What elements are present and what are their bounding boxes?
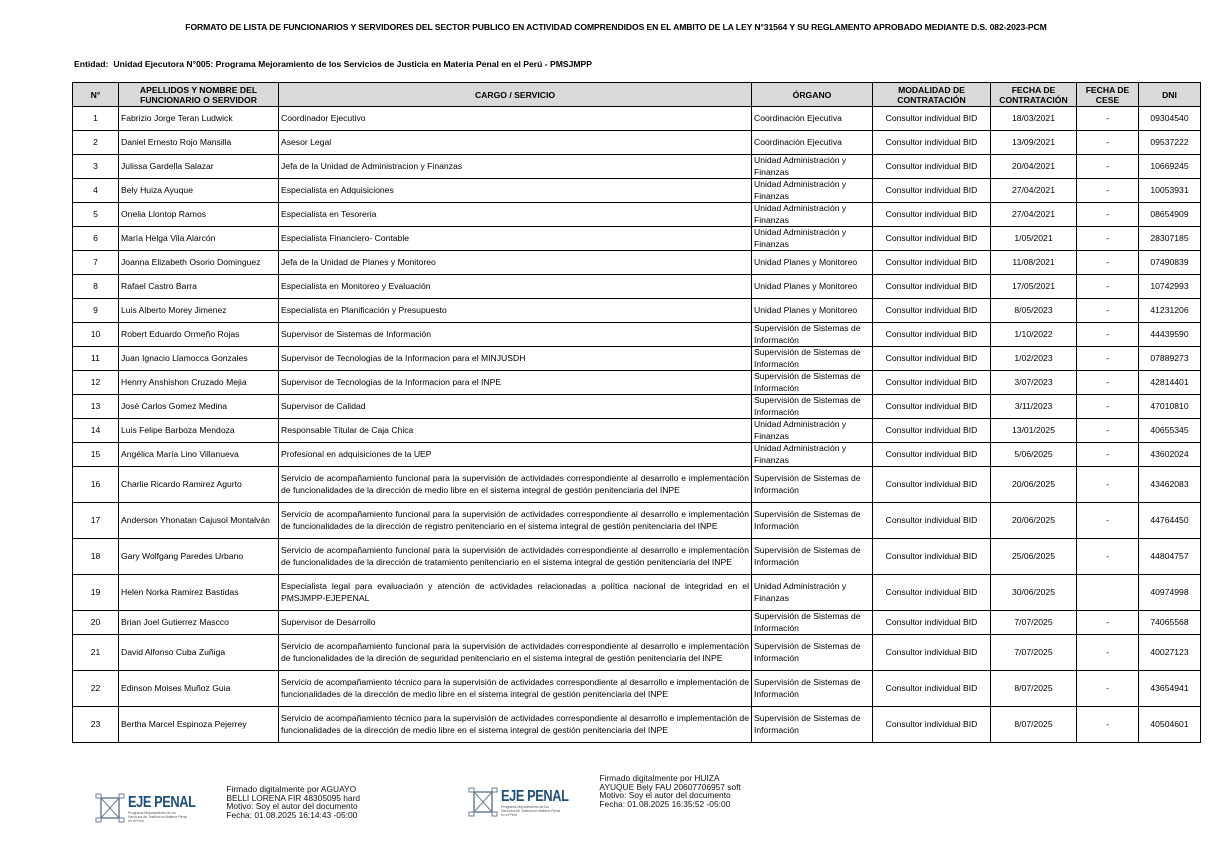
table-row (73, 203, 1201, 227)
cell-termination-date: - (1077, 467, 1139, 503)
document-title: FORMATO DE LISTA DE FUNCIONARIOS Y SERVIDORES DEL SECTOR PUBLICO EN ACTIVIDAD COMPRENDIDOS EN EL AMBITO DE LA LEY N°31564 Y SU REGLAMENTO APROBADO MEDIANTE D.S. 082-2023-PCM (185, 22, 1047, 32)
cell-contract-type: Consultor individual BID (873, 251, 991, 275)
cell-row-number: 15 (73, 443, 119, 467)
cell-employee-name: Brian Joel Gutierrez Mascco (119, 611, 279, 635)
cell-position: Supervisor de Calidad (279, 395, 752, 419)
entity-line (74, 59, 592, 69)
table-row (73, 419, 1201, 443)
cell-employee-name: Anderson Yhonatan Cajusol Montalván (119, 503, 279, 539)
table-row (73, 611, 1201, 635)
cell-termination-date: - (1077, 179, 1139, 203)
cell-position: Profesional en adquisiciones de la UEP (279, 443, 752, 467)
cell-hire-date: 5/06/2025 (991, 443, 1077, 467)
cell-dni: 41231206 (1139, 299, 1201, 323)
logo-text: EJE PENAL (128, 794, 196, 811)
table-row (73, 275, 1201, 299)
table-row (73, 107, 1201, 131)
entity-value: Unidad Ejecutora N°005: Programa Mejoramiento de los Servicios de Justicia en Materia Penal en el Perú - PMSJMPP (113, 59, 593, 69)
cell-organ: Unidad Administración y Finanzas (752, 419, 873, 443)
table-row (73, 671, 1201, 707)
cell-position: Especialista en Planificación y Presupuesto (279, 299, 752, 323)
table-row (73, 227, 1201, 251)
cell-position: Supervisor de Sistemas de Información (279, 323, 752, 347)
cell-organ: Supervisión de Sistemas de Información (752, 371, 873, 395)
cell-position: Servicio de acompañamiento técnico para la supervisión de actividades correspondiente al desarrollo e implementación de funcionalidades de la dirección de medio libre en el sistema integral de gestión penitenciaria del INPE (279, 671, 752, 707)
cell-contract-type: Consultor individual BID (873, 131, 991, 155)
cell-dni: 44764450 (1139, 503, 1201, 539)
signature-line: AYUQUE Bely FAU 20607706957 soft (599, 781, 741, 792)
table-row (73, 635, 1201, 671)
cell-organ: Supervisión de Sistemas de Información (752, 323, 873, 347)
header-name: APELLIDOS Y NOMBRE DEL FUNCIONARIO O SERVIDOR (119, 83, 279, 107)
cell-dni: 40655345 (1139, 419, 1201, 443)
cell-organ: Coordinación Ejecutiva (752, 107, 873, 131)
logo-emblem-icon (468, 786, 498, 820)
cell-organ: Unidad Planes y Monitoreo (752, 299, 873, 323)
cell-position: Especialista en Monitoreo y Evaluación (279, 275, 752, 299)
cell-employee-name: Gary Wolfgang Paredes Urbano (119, 539, 279, 575)
signature-block-1 (95, 782, 360, 826)
cell-row-number: 18 (73, 539, 119, 575)
cell-row-number: 23 (73, 707, 119, 743)
cell-row-number: 11 (73, 347, 119, 371)
cell-hire-date: 1/05/2021 (991, 227, 1077, 251)
cell-row-number: 2 (73, 131, 119, 155)
signature-line: Firmado digitalmente por HUIZA (599, 773, 720, 783)
cell-position: Asesor Legal (279, 131, 752, 155)
cell-termination-date: - (1077, 503, 1139, 539)
cell-position: Supervisor de Tecnologias de la Informacion para el INPE (279, 371, 752, 395)
cell-dni: 10742993 (1139, 275, 1201, 299)
cell-hire-date: 7/07/2025 (991, 635, 1077, 671)
table-row (73, 299, 1201, 323)
cell-dni: 43654941 (1139, 671, 1201, 707)
header-position: CARGO / SERVICIO (279, 83, 752, 107)
cell-contract-type: Consultor individual BID (873, 539, 991, 575)
table-row (73, 323, 1201, 347)
cell-row-number: 12 (73, 371, 119, 395)
cell-employee-name: Juan Ignacio Llamocca Gonzales (119, 347, 279, 371)
cell-hire-date: 11/08/2021 (991, 251, 1077, 275)
cell-termination-date: - (1077, 611, 1139, 635)
cell-row-number: 21 (73, 635, 119, 671)
cell-hire-date: 17/05/2021 (991, 275, 1077, 299)
cell-employee-name: María Helga Vila Alarcón (119, 227, 279, 251)
cell-row-number: 1 (73, 107, 119, 131)
cell-hire-date: 20/06/2025 (991, 503, 1077, 539)
cell-organ: Unidad Administración y Finanzas (752, 203, 873, 227)
table-row (73, 251, 1201, 275)
cell-organ: Unidad Planes y Monitoreo (752, 251, 873, 275)
table-row (73, 131, 1201, 155)
cell-contract-type: Consultor individual BID (873, 575, 991, 611)
eje-penal-logo (468, 786, 585, 820)
table-row (73, 443, 1201, 467)
cell-row-number: 19 (73, 575, 119, 611)
cell-dni: 42814401 (1139, 371, 1201, 395)
cell-dni: 09537222 (1139, 131, 1201, 155)
cell-employee-name: Bely Huiza Ayuque (119, 179, 279, 203)
cell-contract-type: Consultor individual BID (873, 707, 991, 743)
cell-position: Especialista en Adquisiciones (279, 179, 752, 203)
table-row (73, 503, 1201, 539)
cell-employee-name: Joanna Elizabeth Osorio Dominguez (119, 251, 279, 275)
cell-dni: 07490839 (1139, 251, 1201, 275)
logo-subtext: Programa Mejoramiento de los Servicios de Justicia en Materia Penal en el Perú (128, 811, 188, 823)
cell-termination-date: - (1077, 155, 1139, 179)
cell-organ: Supervisión de Sistemas de Información (752, 611, 873, 635)
cell-dni: 40027123 (1139, 635, 1201, 671)
cell-hire-date: 18/03/2021 (991, 107, 1077, 131)
cell-position: Especialista legal para evaluaciaón y atención de actividades relacionadas a política nacional de integridad en el PMSJMPP-EJEPENAL (279, 575, 752, 611)
cell-termination-date: - (1077, 251, 1139, 275)
cell-dni: 74065568 (1139, 611, 1201, 635)
cell-dni: 10053931 (1139, 179, 1201, 203)
table-row (73, 395, 1201, 419)
cell-row-number: 13 (73, 395, 119, 419)
table-row (73, 371, 1201, 395)
cell-organ: Unidad Administración y Finanzas (752, 443, 873, 467)
cell-employee-name: David Alfonso Cuba Zuñiga (119, 635, 279, 671)
cell-contract-type: Consultor individual BID (873, 635, 991, 671)
cell-contract-type: Consultor individual BID (873, 419, 991, 443)
cell-hire-date: 20/06/2025 (991, 467, 1077, 503)
cell-termination-date: - (1077, 443, 1139, 467)
cell-organ: Supervisión de Sistemas de Información (752, 635, 873, 671)
cell-dni: 44439590 (1139, 323, 1201, 347)
cell-termination-date (1077, 575, 1139, 611)
cell-dni: 28307185 (1139, 227, 1201, 251)
cell-position: Jefa de la Unidad de Administracion y Finanzas (279, 155, 752, 179)
cell-row-number: 3 (73, 155, 119, 179)
cell-contract-type: Consultor individual BID (873, 323, 991, 347)
cell-row-number: 4 (73, 179, 119, 203)
logo-text: EJE PENAL (501, 788, 569, 805)
cell-position: Servicio de acompañamiento funcional para la supervisión de actividades correspondiente al desarrollo e implementación de funcionalidades de la dirección de registro penitenciario en el sistema integral de gestión penitenciaria del INPE (279, 503, 752, 539)
header-termination-date: FECHA DE CESE (1077, 83, 1139, 107)
cell-hire-date: 20/04/2021 (991, 155, 1077, 179)
cell-hire-date: 8/07/2025 (991, 707, 1077, 743)
signature-line: Fecha: 01.08.2025 16:14:43 -05:00 (226, 809, 358, 820)
cell-employee-name: Daniel Ernesto Rojo Mansilla (119, 131, 279, 155)
cell-position: Especialista Financiero- Contable (279, 227, 752, 251)
cell-termination-date: - (1077, 371, 1139, 395)
cell-contract-type: Consultor individual BID (873, 155, 991, 179)
cell-termination-date: - (1077, 131, 1139, 155)
cell-termination-date: - (1077, 635, 1139, 671)
cell-organ: Supervisión de Sistemas de Información (752, 395, 873, 419)
cell-employee-name: Angélica María Lino Villanueva (119, 443, 279, 467)
entity-label: Entidad: (74, 59, 109, 69)
cell-hire-date: 25/06/2025 (991, 539, 1077, 575)
cell-organ: Supervisión de Sistemas de Información (752, 347, 873, 371)
cell-position: Jefa de la Unidad de Planes y Monitoreo (279, 251, 752, 275)
cell-termination-date: - (1077, 107, 1139, 131)
cell-hire-date: 1/10/2022 (991, 323, 1077, 347)
cell-hire-date: 13/01/2025 (991, 419, 1077, 443)
cell-contract-type: Consultor individual BID (873, 347, 991, 371)
cell-row-number: 6 (73, 227, 119, 251)
table-row (73, 707, 1201, 743)
cell-organ: Supervisión de Sistemas de Información (752, 467, 873, 503)
signature-line: Motivo: Soy el autor del documento (226, 801, 358, 811)
cell-employee-name: Bertha Marcel Espinoza Pejerrey (119, 707, 279, 743)
cell-position: Responsable Titular de Caja Chica (279, 419, 752, 443)
cell-row-number: 5 (73, 203, 119, 227)
cell-employee-name: Rafael Castro Barra (119, 275, 279, 299)
cell-row-number: 7 (73, 251, 119, 275)
cell-dni: 44804757 (1139, 539, 1201, 575)
cell-dni: 09304540 (1139, 107, 1201, 131)
cell-hire-date: 30/06/2025 (991, 575, 1077, 611)
cell-contract-type: Consultor individual BID (873, 443, 991, 467)
table-row (73, 575, 1201, 611)
cell-hire-date: 13/09/2021 (991, 131, 1077, 155)
cell-contract-type: Consultor individual BID (873, 179, 991, 203)
cell-termination-date: - (1077, 539, 1139, 575)
digital-signature-text (226, 785, 360, 819)
logo-emblem-icon (95, 792, 125, 826)
cell-organ: Supervisión de Sistemas de Información (752, 707, 873, 743)
cell-organ: Supervisión de Sistemas de Información (752, 671, 873, 707)
signature-line: Fecha: 01.08.2025 16:35:52 -05:00 (599, 798, 731, 809)
cell-organ: Supervisión de Sistemas de Información (752, 503, 873, 539)
header-dni: DNI (1139, 83, 1201, 107)
table-row (73, 467, 1201, 503)
signature-block-2 (468, 773, 741, 820)
cell-row-number: 10 (73, 323, 119, 347)
cell-row-number: 9 (73, 299, 119, 323)
cell-employee-name: Fabrizio Jorge Teran Ludwick (119, 107, 279, 131)
cell-employee-name: Onelia Llontop Ramos (119, 203, 279, 227)
cell-dni: 10669245 (1139, 155, 1201, 179)
cell-position: Servicio de acompañamiento funcional para la supervisión de actividades correspondiente al desarrollo e implementación de funcionalidades de la dirección de tratamiento penitenciario en el sistema integral de gestión penitenciaria del INPE (279, 539, 752, 575)
cell-hire-date: 27/04/2021 (991, 203, 1077, 227)
cell-position: Servicio de acompañamiento técnico para la supervisión de actividades correspondiente al desarrollo e implementación de funcionalidades de la dirección de medio libre en el sistema integral de gestión penitenciaria del INPE (279, 707, 752, 743)
signature-line: Motivo: Soy el autor del documento (599, 790, 731, 800)
cell-organ: Unidad Administración y Finanzas (752, 227, 873, 251)
eje-penal-logo (95, 792, 212, 826)
cell-organ: Unidad Administración y Finanzas (752, 575, 873, 611)
cell-row-number: 8 (73, 275, 119, 299)
cell-employee-name: Luis Alberto Morey Jimenez (119, 299, 279, 323)
cell-contract-type: Consultor individual BID (873, 371, 991, 395)
cell-dni: 08654909 (1139, 203, 1201, 227)
cell-employee-name: Henrry Anshishon Cruzado Mejia (119, 371, 279, 395)
header-contract-type: MODALIDAD DE CONTRATACIÓN (873, 83, 991, 107)
cell-position: Coordinador Ejecutivo (279, 107, 752, 131)
cell-dni: 40504601 (1139, 707, 1201, 743)
table-header-row (73, 83, 1201, 107)
cell-termination-date: - (1077, 395, 1139, 419)
cell-organ: Coordinación Ejecutiva (752, 131, 873, 155)
cell-organ: Supervisión de Sistemas de Información (752, 539, 873, 575)
cell-termination-date: - (1077, 671, 1139, 707)
cell-dni: 07889273 (1139, 347, 1201, 371)
table-row (73, 539, 1201, 575)
cell-termination-date: - (1077, 299, 1139, 323)
cell-row-number: 16 (73, 467, 119, 503)
cell-dni: 40974998 (1139, 575, 1201, 611)
cell-row-number: 22 (73, 671, 119, 707)
header-number: N° (73, 83, 119, 107)
cell-hire-date: 8/05/2023 (991, 299, 1077, 323)
cell-row-number: 14 (73, 419, 119, 443)
cell-organ: Unidad Planes y Monitoreo (752, 275, 873, 299)
cell-organ: Unidad Administración y Finanzas (752, 179, 873, 203)
cell-dni: 43602024 (1139, 443, 1201, 467)
cell-row-number: 17 (73, 503, 119, 539)
cell-hire-date: 3/07/2023 (991, 371, 1077, 395)
header-organ: ÓRGANO (752, 83, 873, 107)
cell-employee-name: Edinson Moises Muñoz Guia (119, 671, 279, 707)
cell-termination-date: - (1077, 707, 1139, 743)
cell-position: Servicio de acompañamiento funcional para la supervisión de actividades correspondiente al desarrollo e implementación de funcionalidades de la dirección de medio libre en el sistema integral de gestión penitenciaria del INPE (279, 467, 752, 503)
signature-line: BELLI LORENA FIR 48305095 hard (226, 792, 361, 803)
cell-dni: 43462083 (1139, 467, 1201, 503)
cell-position: Especialista en Tesoreria (279, 203, 752, 227)
cell-hire-date: 3/11/2023 (991, 395, 1077, 419)
cell-contract-type: Consultor individual BID (873, 299, 991, 323)
cell-hire-date: 7/07/2025 (991, 611, 1077, 635)
cell-contract-type: Consultor individual BID (873, 227, 991, 251)
cell-hire-date: 8/07/2025 (991, 671, 1077, 707)
cell-termination-date: - (1077, 227, 1139, 251)
table-row (73, 155, 1201, 179)
cell-contract-type: Consultor individual BID (873, 671, 991, 707)
cell-termination-date: - (1077, 419, 1139, 443)
cell-employee-name: Julissa Gardella Salazar (119, 155, 279, 179)
cell-employee-name: Robert Eduardo Ormeño Rojas (119, 323, 279, 347)
table-row (73, 179, 1201, 203)
cell-row-number: 20 (73, 611, 119, 635)
cell-hire-date: 27/04/2021 (991, 179, 1077, 203)
cell-contract-type: Consultor individual BID (873, 611, 991, 635)
cell-contract-type: Consultor individual BID (873, 467, 991, 503)
cell-termination-date: - (1077, 347, 1139, 371)
digital-signature-text (599, 774, 740, 808)
cell-position: Servicio de acompañamiento funcional para la supervisión de actividades correspondiente al desarrollo e implementación de funcionalidades de la direción de seguridad penitenciario en el sistema integral de gestión penitenciaria del INPE (279, 635, 752, 671)
cell-employee-name: Luis Felipe Barboza Mendoza (119, 419, 279, 443)
cell-termination-date: - (1077, 323, 1139, 347)
cell-organ: Unidad Administración y Finanzas (752, 155, 873, 179)
cell-employee-name: José Carlos Gomez Medina (119, 395, 279, 419)
cell-position: Supervisor de Desarrollo (279, 611, 752, 635)
cell-dni: 47010810 (1139, 395, 1201, 419)
table-row (73, 347, 1201, 371)
cell-contract-type: Consultor individual BID (873, 203, 991, 227)
signature-line: Firmado digitalmente por AGUAYO (226, 784, 357, 794)
officials-table (72, 82, 1201, 743)
logo-subtext: Programa Mejoramiento de los Servicios de Justicia en Materia Penal en el Perú (501, 805, 561, 817)
cell-termination-date: - (1077, 203, 1139, 227)
cell-contract-type: Consultor individual BID (873, 275, 991, 299)
cell-position: Supervisor de Tecnologias de la Informacion para el MINJUSDH (279, 347, 752, 371)
cell-employee-name: Charlie Ricardo Ramirez Agurto (119, 467, 279, 503)
cell-hire-date: 1/02/2023 (991, 347, 1077, 371)
cell-contract-type: Consultor individual BID (873, 395, 991, 419)
header-hire-date: FECHA DE CONTRATACIÓN (991, 83, 1077, 107)
cell-termination-date: - (1077, 275, 1139, 299)
cell-employee-name: Helen Norka Ramirez Bastidas (119, 575, 279, 611)
cell-contract-type: Consultor individual BID (873, 503, 991, 539)
cell-contract-type: Consultor individual BID (873, 107, 991, 131)
